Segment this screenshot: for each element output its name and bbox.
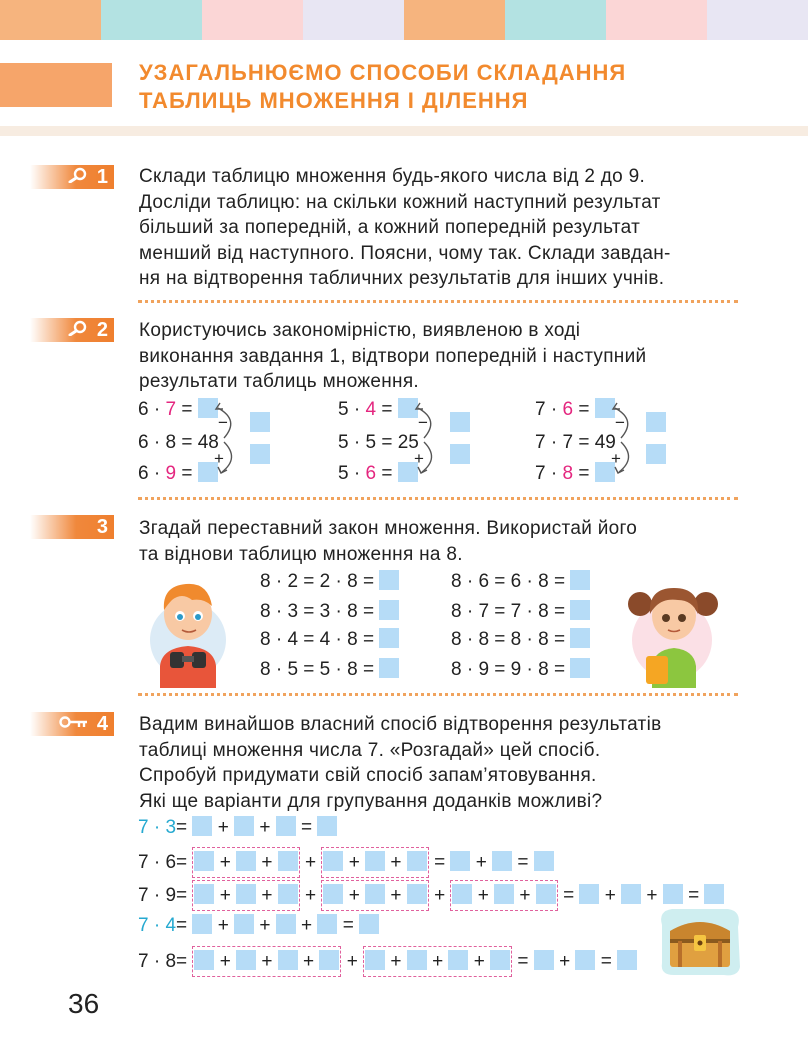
answer-box[interactable] [234, 914, 254, 934]
answer-box[interactable] [192, 816, 212, 836]
addend-group: + + + [192, 946, 341, 977]
answer-box[interactable] [236, 950, 256, 970]
answer-box[interactable] [490, 950, 510, 970]
equation-row: 6 · 8 = 48 [138, 432, 219, 453]
answer-box[interactable] [570, 570, 590, 590]
task-badge-1 [30, 165, 114, 189]
answer-box[interactable] [365, 884, 385, 904]
answer-box[interactable] [319, 950, 339, 970]
equation-row: 8 · 9 = 9 · 8 = [451, 657, 590, 683]
task-number: 4 [96, 712, 108, 735]
sum-row: 7 · 9= + + + + + + + + = + + = [138, 880, 724, 906]
color-strip [707, 0, 808, 40]
addend-group: + + + [363, 946, 512, 977]
answer-box[interactable] [317, 914, 337, 934]
text-line: Склади таблицю множення будь-якого числа від 2 до 9. [139, 166, 646, 187]
answer-box[interactable] [236, 884, 256, 904]
answer-box[interactable] [450, 412, 470, 432]
equation-row: 8 · 2 = 2 · 8 = [260, 569, 399, 595]
answer-box[interactable] [575, 950, 595, 970]
equation-row: 8 · 7 = 7 · 8 = [451, 599, 590, 625]
answer-box[interactable] [194, 851, 214, 871]
answer-box[interactable] [407, 884, 427, 904]
addend-group: + + [192, 880, 299, 911]
answer-box[interactable] [379, 628, 399, 648]
task3-text [139, 516, 749, 567]
answer-box[interactable] [570, 658, 590, 678]
answer-box[interactable] [448, 950, 468, 970]
task-number: 2 [96, 318, 108, 341]
equation-row: 5 · 5 = 25 [338, 432, 419, 453]
answer-box[interactable] [646, 444, 666, 464]
answer-box[interactable] [379, 570, 399, 590]
answer-box[interactable] [234, 816, 254, 836]
answer-box[interactable] [407, 950, 427, 970]
minus-sign: − [418, 413, 428, 432]
addend-group: + + [450, 880, 557, 911]
answer-box[interactable] [492, 851, 512, 871]
text-line: більший за попередній, а кожний попередній результат [139, 217, 641, 238]
text-line: менший від наступного. Поясни, чому так. Склади завдан- [139, 242, 671, 264]
addend-group: + + [321, 880, 428, 911]
task-number: 1 [96, 165, 108, 188]
text-line: ня на відтворення табличних результатів для інших учнів. [139, 268, 665, 289]
color-strip [505, 0, 606, 40]
answer-box[interactable] [452, 884, 472, 904]
minus-sign: − [218, 413, 228, 432]
color-strip [303, 0, 404, 40]
answer-box[interactable] [450, 851, 470, 871]
answer-box[interactable] [278, 851, 298, 871]
text-line: виконання завдання 1, відтвори попередній і наступний [139, 345, 647, 367]
answer-box[interactable] [494, 884, 514, 904]
text-line: Спробуй придумати свій спосіб запам’ятовування. [139, 765, 597, 786]
answer-box[interactable] [276, 914, 296, 934]
answer-box[interactable] [570, 628, 590, 648]
text-line: результати таблиць множення. [139, 371, 420, 392]
color-strip [404, 0, 505, 40]
plus-sign: + [214, 449, 224, 468]
text-line: Досліди таблицю: на скільки кожний наступний результат [139, 191, 661, 213]
addend-group: + + [192, 847, 299, 878]
answer-box[interactable] [194, 884, 214, 904]
answer-box[interactable] [621, 884, 641, 904]
sum-row: 7 · 4= + + + = [138, 913, 379, 939]
sum-row: 7 · 3= + + = [138, 815, 337, 841]
answer-box[interactable] [278, 884, 298, 904]
text-line: Згадай переставний закон множення. Використай його [139, 518, 638, 539]
task1-text [139, 164, 749, 292]
answer-box[interactable] [570, 600, 590, 620]
color-strip [606, 0, 707, 40]
top-color-bar [0, 0, 808, 40]
title-line: УЗАГАЛЬНЮЄМО СПОСОБИ СКЛАДАННЯ [139, 60, 627, 85]
key-icon [59, 715, 89, 734]
answer-box[interactable] [194, 950, 214, 970]
header-tab [0, 63, 112, 107]
divider [138, 693, 738, 696]
answer-box[interactable] [663, 884, 683, 904]
answer-box[interactable] [379, 658, 399, 678]
text-line: таблиці множення числа 7. «Розгадай» цей спосіб. [139, 739, 601, 761]
answer-box[interactable] [534, 950, 554, 970]
equation-row: 7 · 8 = [535, 461, 615, 487]
answer-box[interactable] [317, 816, 337, 836]
equation-row: 8 · 3 = 3 · 8 = [260, 599, 399, 625]
treasure-chest-icon [658, 905, 742, 977]
text-line: Користуючись закономірністю, виявленою в ході [139, 320, 581, 341]
answer-box[interactable] [534, 851, 554, 871]
magnifier-icon [67, 167, 89, 188]
equation-row: 5 · 6 = [338, 461, 418, 487]
answer-box[interactable] [278, 950, 298, 970]
answer-box[interactable] [704, 884, 724, 904]
color-strip [101, 0, 202, 40]
sum-row: 7 · 6= + + + + + = + = [138, 847, 554, 873]
answer-box[interactable] [407, 851, 427, 871]
answer-box[interactable] [276, 816, 296, 836]
equation-row: 6 · 7 = [138, 397, 218, 423]
addend-group: + + [321, 847, 428, 878]
text-line: та віднови таблицю множення на 8. [139, 543, 463, 565]
task4-text [139, 712, 749, 814]
answer-box[interactable] [450, 444, 470, 464]
answer-box[interactable] [646, 412, 666, 432]
equation-row: 8 · 6 = 6 · 8 = [451, 569, 590, 595]
divider [138, 497, 738, 500]
answer-box[interactable] [250, 444, 270, 464]
divider [138, 300, 738, 303]
task-number: 3 [96, 515, 108, 538]
equation-row: 5 · 4 = [338, 397, 418, 423]
plus-sign: + [611, 449, 621, 468]
answer-box[interactable] [536, 884, 556, 904]
equation-row: 7 · 6 = [535, 397, 615, 423]
task-badge-2 [30, 318, 114, 342]
answer-box[interactable] [379, 600, 399, 620]
task-badge-3 [30, 515, 114, 539]
text-line: Вадим винайшов власний спосіб відтворення результатів [139, 714, 662, 735]
answer-box[interactable] [365, 950, 385, 970]
answer-box[interactable] [323, 884, 343, 904]
answer-box[interactable] [236, 851, 256, 871]
color-strip [0, 0, 101, 40]
plus-sign: + [414, 449, 424, 468]
boy-illustration [148, 570, 232, 688]
equation-row: 7 · 7 = 49 [535, 432, 616, 453]
task-badge-4 [30, 712, 114, 736]
title-line: ТАБЛИЦЬ МНОЖЕННЯ І ДІЛЕННЯ [139, 88, 529, 113]
magnifier-icon [67, 320, 89, 341]
equation-row: 8 · 8 = 8 · 8 = [451, 627, 590, 653]
task2-text [139, 318, 749, 395]
answer-box[interactable] [192, 914, 212, 934]
text-line: Які ще варіанти для групування доданків можливі? [139, 790, 603, 812]
answer-box[interactable] [359, 914, 379, 934]
answer-box[interactable] [365, 851, 385, 871]
equation-row: 6 · 9 = [138, 461, 218, 487]
minus-sign: − [615, 413, 625, 432]
answer-box[interactable] [579, 884, 599, 904]
sum-row: 7 · 8= + + + + + + + = + = [138, 946, 637, 972]
header-underline [0, 126, 808, 136]
answer-box[interactable] [323, 851, 343, 871]
equation-row: 8 · 4 = 4 · 8 = [260, 627, 399, 653]
equation-row: 8 · 5 = 5 · 8 = [260, 657, 399, 683]
girl-illustration [622, 570, 722, 688]
page-number: 36 [68, 988, 100, 1019]
page-title [139, 59, 779, 115]
answer-box[interactable] [250, 412, 270, 432]
answer-box[interactable] [617, 950, 637, 970]
color-strip [202, 0, 303, 40]
